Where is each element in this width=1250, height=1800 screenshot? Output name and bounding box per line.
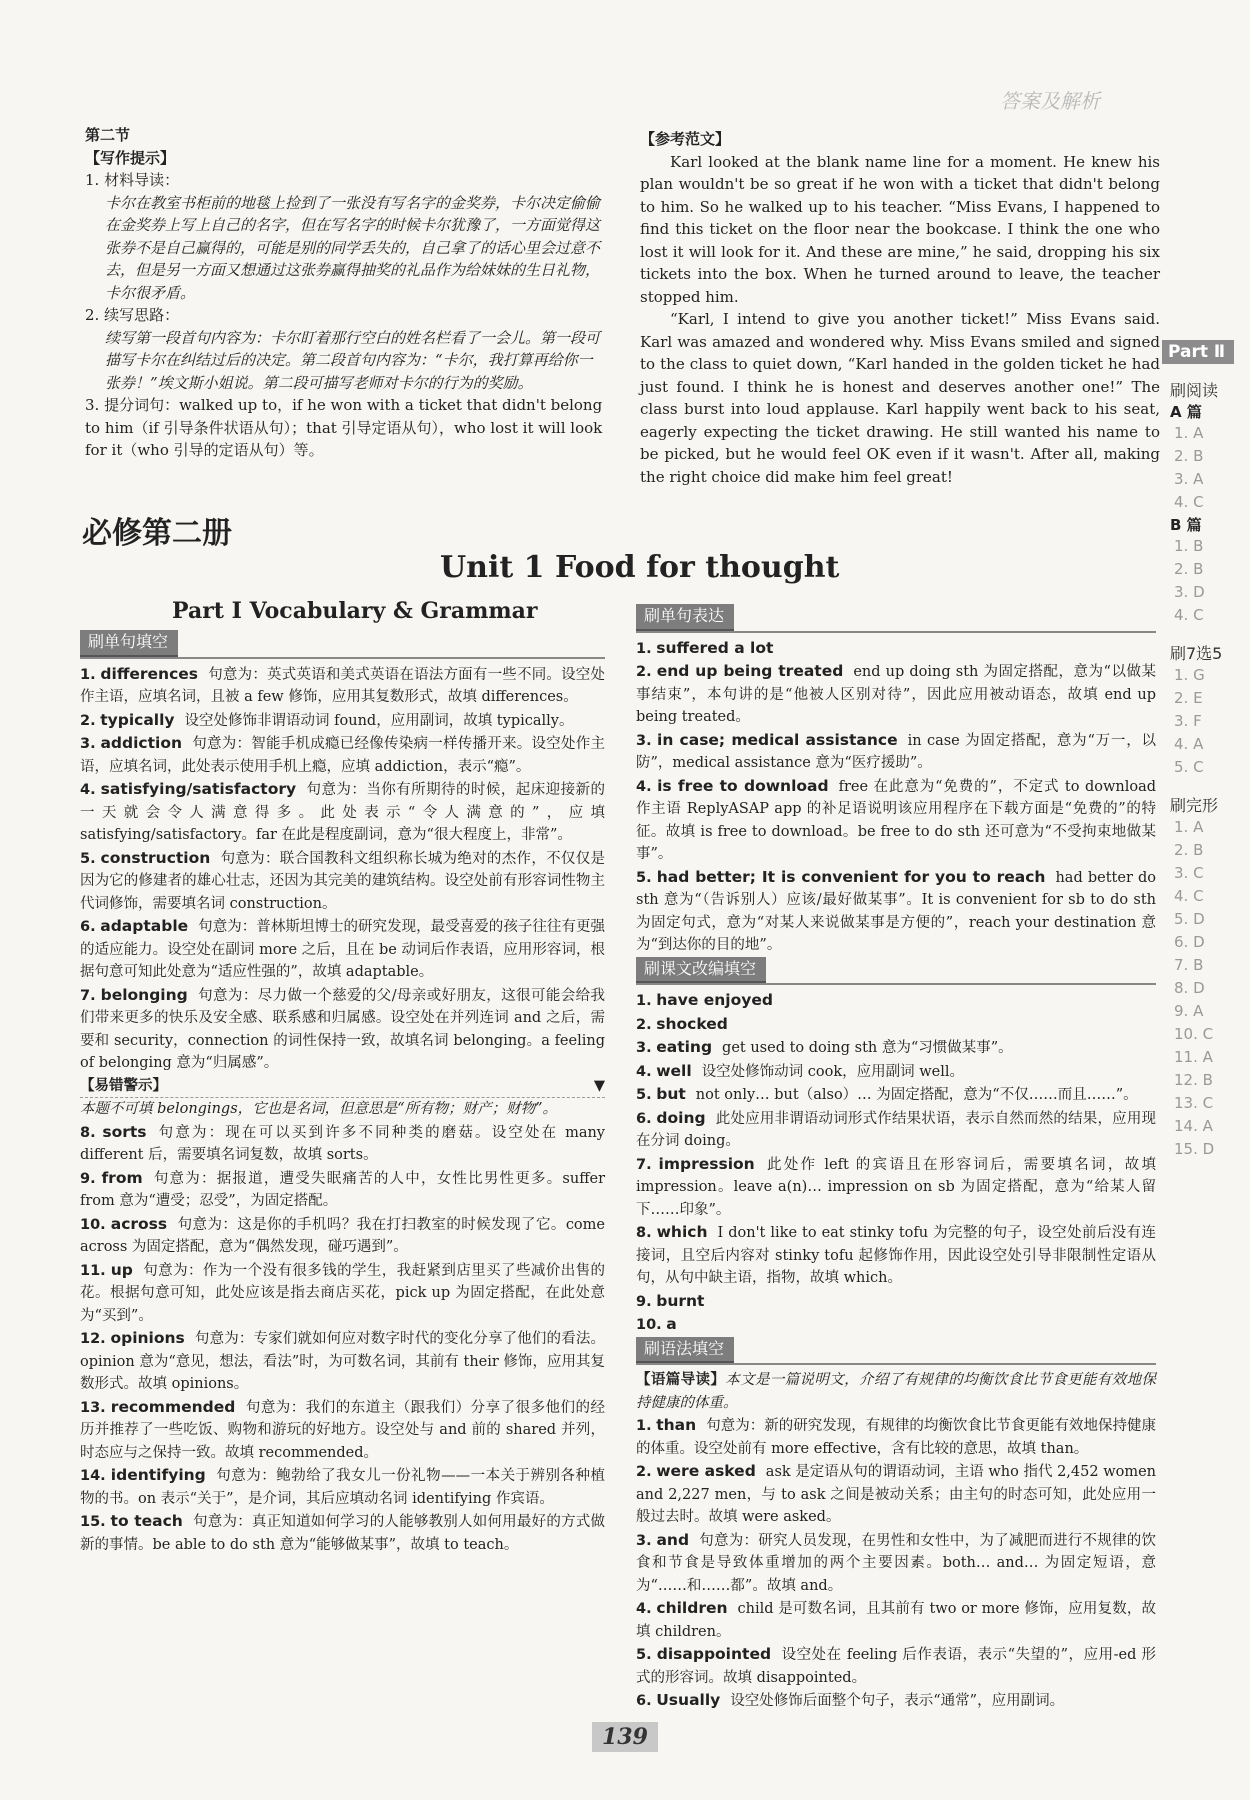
answer-item (636, 1083, 1156, 1107)
warning-arrow-icon: ▼ (593, 1077, 605, 1094)
fill-blank-list (80, 663, 605, 1075)
item-explanation: 句意为：英式英语和美式英语在语法方面有一些不同。设空处作主语，应填名词，且被 a few 修饰，应用其复数形式，故填 differences。 (80, 666, 605, 705)
item-explanation: 句意为：普林斯坦博士的研究发现，最受喜爱的孩子往往有更强的适应能力。设空处在副词 more 之后，且在 be 动词后作表语，应用形容词，根据句意可知此处意为“适应性强的”，故填 adaptable。 (80, 919, 605, 980)
side-answer: 8. D (1174, 979, 1205, 997)
side-answer: 11. A (1174, 1048, 1213, 1066)
item-number: 10. (636, 1317, 662, 1333)
expression-list (636, 637, 1156, 957)
item-answer: opinions (110, 1329, 185, 1347)
item-number: 5. (636, 1647, 652, 1663)
answer-item (80, 709, 605, 733)
answer-item (80, 732, 605, 778)
section-label: 第二节 (85, 126, 131, 144)
item-answer: have enjoyed (656, 991, 773, 1009)
side-answer: 15. D (1174, 1140, 1215, 1158)
item-answer: up (110, 1260, 133, 1279)
item-number: 4. (636, 1601, 652, 1617)
item-number: 9. (636, 1293, 652, 1310)
answer-item (636, 1414, 1156, 1460)
sample-paragraph-2: “Karl, I intend to give you another ticket!” Miss Evans said. Karl was amazed and wondered why. Miss Evans smiled and signed to the class to quiet down, “Karl handed in the golden ticket he had just found. I think he is honest and deserves another one!” The class burst into loud applause. Karl happily went back to his seat, eagerly expecting the ticket drawing. He still wanted his name to be picked, but he would feel OK even if it wasn't. After all, making the right choice did make him feel great! (640, 310, 1160, 486)
item-number: 3. (636, 732, 652, 749)
part-title: Part Ⅰ Vocabulary & Grammar (172, 598, 538, 624)
item-number: 7. (80, 987, 96, 1004)
item-explanation: 设空处在 feeling 后作表语，表示“失望的”，应用-ed 形式的形容词。故填 disappointed。 (636, 1647, 1156, 1686)
tip-3 (85, 394, 605, 462)
item-answer: satisfying/satisfactory (100, 780, 297, 798)
section-header (80, 630, 605, 659)
warning-header (80, 1075, 605, 1099)
answer-item (636, 775, 1156, 866)
side-group-seven: 刷7选5 (1170, 644, 1223, 663)
item-number: 10. (80, 1216, 106, 1233)
item-number: 2. (636, 1464, 652, 1480)
side-answer: 3. A (1174, 470, 1204, 488)
item-answer: typically (100, 710, 175, 729)
answer-item (636, 1036, 1156, 1060)
answer-item (636, 1290, 1156, 1314)
item-answer: recommended (110, 1397, 236, 1416)
item-explanation: 句意为：作为一个没有很多钱的学生，我赶紧到店里买了些减价出售的花。根据句意可知，此处应该是指去商店买花，pick up 为固定搭配，在此处意为“买到”。 (80, 1262, 606, 1324)
book-title: 必修第二册 (82, 516, 232, 551)
item-answer: than (656, 1416, 697, 1434)
item-number: 4. (80, 782, 96, 798)
section-title-grammar: 刷语法填空 (636, 1337, 734, 1364)
answer-item (636, 1060, 1156, 1084)
tip-3-text: walked up to，if he won with a ticket that didn't belong to him（if 引导条件状语从句）；that 引导定语从句），who lost it will look for it（who 引导的定语从句）等。 (85, 396, 603, 459)
answer-item (636, 1013, 1156, 1037)
item-explanation: 句意为：真正知道如何学习的人能够教别人如何用最好的方式做新的事情。be able to do sth 意为“能够做某事”，故填 to teach。 (80, 1514, 606, 1553)
page-number: 139 (592, 1722, 658, 1752)
item-number: 8. (636, 1225, 652, 1241)
item-answer: to teach (110, 1512, 183, 1530)
item-explanation: 句意为：尽力做一个慈爱的父/母亲或好朋友，这很可能会给我们带来更多的快乐及安全感、联系感和归属感。设空处在并列连词 and 之后，需要和 security，connection 的词性保持一致，故填名词 belonging。a feeling of belonging 意为“归属感”。 (80, 987, 605, 1071)
answer-item (636, 1221, 1156, 1290)
item-explanation: 此处作 left 的宾语且在形容词后，需要填名词，故填 impression。leave a(n)… impression on sb 为固定搭配，意为“给某人留下……印象”。 (636, 1156, 1156, 1218)
item-explanation: 句意为：这是你的手机吗？我在打扫教室的时候发现了它。come across 为固定搭配，意为“偶然发现，碰巧遇到”。 (80, 1216, 605, 1255)
item-explanation: 设空处修饰后面整个句子，表示“通常”，应用副词。 (730, 1693, 1065, 1709)
side-answer: 13. C (1174, 1094, 1214, 1112)
item-answer: Usually (656, 1691, 721, 1709)
side-answer: 2. B (1174, 447, 1204, 465)
side-answer: 2. B (1174, 841, 1204, 859)
answer-item (80, 847, 605, 916)
answer-item (636, 1460, 1156, 1529)
section-title-fill-blank: 刷单句填空 (80, 630, 178, 657)
tips-heading: 【写作提示】 (85, 148, 176, 167)
side-answer: 1. G (1174, 666, 1205, 684)
side-answer: 3. F (1174, 712, 1202, 730)
answer-item (636, 989, 1156, 1013)
item-explanation: 句意为：我们的东道主（跟我们）分享了很多他们的经历并推荐了一些吃饭、购物和游玩的好地方。设空处与 and 前的 shared 并列，时态应与之保持一致。故填 recommended。 (80, 1399, 606, 1461)
side-answers-b (1170, 535, 1245, 627)
grammar-list (636, 1414, 1156, 1713)
side-answer: 4. C (1174, 606, 1204, 624)
item-explanation: 句意为：专家们就如何应对数字时代的变化分享了他们的看法。opinion 意为“意见，想法，看法”时，为可数名词，其前有 their 修饰，应用其复数形式。故填 opinions。 (80, 1331, 606, 1392)
answer-item (636, 660, 1156, 729)
item-number: 6. (636, 1110, 652, 1127)
item-number: 14. (80, 1468, 106, 1484)
item-explanation: 句意为：据报道，遭受失眠痛苦的人中，女性比男性更多。suffer from 意为“遭受；忍受”，为固定搭配。 (80, 1170, 606, 1209)
tip-2-text: 续写第一段首句内容为：卡尔盯着那行空白的姓名栏看了一会儿。第一段可描写卡尔在纠结过后的决定。第二段首句内容为：“卡尔，我打算再给你一张券！”埃文斯小姐说。第二段可描写老师对卡尔的行为的奖励。 (105, 328, 601, 392)
item-answer: impression (658, 1154, 755, 1173)
fill-blank-list-2 (80, 1121, 605, 1557)
tip-3-label: 3. 提分词句： (85, 396, 180, 414)
item-answer: were asked (656, 1462, 756, 1480)
item-number: 15. (80, 1514, 106, 1530)
sample-essay (640, 128, 1160, 488)
item-answer: children (656, 1599, 728, 1617)
side-sub-b: B 篇 (1170, 516, 1202, 534)
answer-item (80, 1510, 605, 1556)
item-number: 5. (636, 869, 652, 886)
tip-1-label: 1. 材料导读： (85, 171, 180, 189)
passage-intro-text: 本文是一篇说明文，介绍了有规律的均衡饮食比节食更能有效地保持健康的体重。 (636, 1372, 1157, 1411)
warning-text: 本题不可填 belongings，它也是名词，但意思是“所有物；财产；财物”。 (80, 1101, 557, 1117)
answer-item (636, 1107, 1156, 1153)
item-answer: and (656, 1530, 690, 1549)
item-explanation: 句意为：新的研究发现，有规律的均衡饮食比节食更能有效地保持健康的体重。设空处前有 more effective，含有比较的意思，故填 than。 (636, 1418, 1157, 1457)
warning-title: 【易错警示】 (80, 1077, 167, 1094)
item-explanation: free 在此意为“免费的”，不定式 to download 作主语 ReplyASAP app 的补足语说明该应用程序在下载方面是“免费的”的特征。故填 is free to download。be free to do sth 还可意为“不受拘束地做某事”。 (636, 778, 1157, 862)
answer-item (80, 984, 605, 1075)
item-explanation: 此处应用非谓语动词形式作结果状语，表示自然而然的结果，应用现在分词 doing。 (636, 1110, 1157, 1149)
answer-item (636, 866, 1156, 957)
item-answer: which (656, 1223, 708, 1241)
side-answer: 7. B (1174, 956, 1204, 974)
item-explanation: not only… but（also）… 为固定搭配，意为“不仅……而且……”。 (695, 1087, 1138, 1103)
item-explanation: 设空处修饰动词 cook，应用副词 well。 (701, 1063, 965, 1080)
side-answer: 3. D (1174, 583, 1205, 601)
side-answer: 2. E (1174, 689, 1203, 707)
answer-item (80, 1213, 605, 1259)
sample-paragraph-1: Karl looked at the blank name line for a moment. He knew his plan wouldn't be so great if he won with a ticket that didn't belong to him. So he walked up to his teacher. “Miss Evans, I happened to find this ticket on the floor near the bookcase. I think the one who lost it will look for it. And these are mine,” he said, dropping his six tickets into the box. When he turned around to leave, the teacher stopped him. (640, 152, 1160, 306)
item-explanation: 句意为：智能手机成瘾已经像传染病一样传播开来。设空处作主语，应填名词，此处表示使用手机上瘾，应填 addiction，表示“瘾”。 (80, 736, 605, 775)
item-number: 6. (636, 1693, 652, 1709)
left-main-column (80, 630, 605, 1556)
side-answer: 12. B (1174, 1071, 1213, 1089)
side-answer: 5. C (1174, 758, 1204, 776)
item-number: 13. (80, 1399, 106, 1416)
answer-item (80, 778, 605, 847)
item-number: 1. (80, 666, 96, 683)
side-answer: 5. D (1174, 910, 1205, 928)
item-explanation: 句意为：研究人员发现，在男性和女性中，为了减肥而进行不规律的饮食和节食是导致体重增加的两个主要因素。both… and… 为固定短语，意为“……和……都”。故填 and。 (636, 1532, 1157, 1594)
item-answer: addiction (100, 734, 183, 752)
item-number: 3. (80, 736, 96, 752)
answer-sidebar (1170, 340, 1245, 1161)
answer-item (636, 1529, 1156, 1598)
passage-intro (636, 1369, 1156, 1414)
side-answer: 6. D (1174, 933, 1205, 951)
side-answers-cloze (1170, 816, 1245, 1161)
item-answer: belonging (100, 985, 188, 1004)
side-group-cloze: 刷完形 (1170, 796, 1219, 815)
answer-item (636, 1689, 1156, 1713)
item-number: 1. (636, 640, 652, 657)
item-answer: in case; medical assistance (657, 730, 898, 749)
unit-title: Unit 1 Food for thought (440, 550, 840, 585)
side-group-reading: 刷阅读 (1170, 381, 1219, 400)
item-explanation: 句意为：当你有所期待的时候，起床迎接新的一天就会令人满意得多。此处表示“令人满意的”，应填 satisfying/satisfactory。far 在此是程度副词，意为“很大程度上，非常”。 (80, 782, 606, 843)
passage-intro-head: 【语篇导读】 (636, 1372, 726, 1388)
item-answer: identifying (110, 1466, 206, 1484)
side-answers-seven (1170, 664, 1245, 779)
side-answer: 4. A (1174, 735, 1204, 753)
right-main-column (636, 604, 1156, 1713)
tip-1-text: 卡尔在教室书柜前的地毯上捡到了一张没有写名字的金奖券，卡尔决定偷偷在金奖券上写上自己的名字，但在写名字的时候卡尔犹豫了，一方面觉得这张券不是自己赢得的，可能是别的同学丢失的，自己拿了的话心里会过意不去，但是另一方面又想通过这张券赢得抽奖的礼品作为给妹妹的生日礼物，卡尔很矛盾。 (105, 193, 601, 302)
item-explanation: 句意为：鲍勃给了我女儿一份礼物——一本关于辨别各种植物的书。on 表示“关于”，是介词，其后应填动名词 identifying 作宾语。 (80, 1468, 606, 1507)
item-answer: but (656, 1085, 686, 1103)
side-answer: 1. A (1174, 818, 1204, 836)
item-answer: shocked (656, 1014, 728, 1033)
item-answer: adaptable (100, 917, 189, 935)
side-answer: 1. B (1174, 537, 1204, 555)
answer-item (636, 1597, 1156, 1643)
item-number: 3. (636, 1532, 652, 1549)
side-answer: 14. A (1174, 1117, 1213, 1135)
item-explanation: child 是可数名词，且其前有 two or more 修饰，应用复数，故填 children。 (636, 1601, 1157, 1640)
section-title-expression: 刷单句表达 (636, 604, 734, 631)
side-answers-a (1170, 422, 1245, 514)
item-explanation: get used to doing sth 意为“习惯做某事”。 (722, 1040, 1013, 1056)
answer-item (80, 1167, 605, 1213)
side-answer: 4. C (1174, 887, 1204, 905)
item-number: 4. (636, 1063, 652, 1080)
item-number: 2. (80, 712, 96, 729)
side-answer: 3. C (1174, 864, 1204, 882)
item-number: 5. (80, 850, 96, 867)
section-header (636, 957, 1156, 986)
item-answer: differences (100, 664, 199, 683)
item-number: 4. (636, 778, 652, 795)
section-header (636, 1337, 1156, 1366)
text-adapt-list (636, 989, 1156, 1337)
item-number: 8. (80, 1124, 96, 1141)
sample-heading: 【参考范文】 (640, 130, 731, 148)
item-answer: sorts (102, 1122, 147, 1141)
section-header (636, 604, 1156, 633)
item-answer: disappointed (656, 1645, 772, 1663)
side-sub-a: A 篇 (1170, 403, 1202, 421)
item-number: 11. (80, 1262, 106, 1279)
item-number: 1. (636, 993, 652, 1009)
section-title-text-adapt: 刷课文改编填空 (636, 957, 766, 984)
item-explanation: 句意为：现在可以买到许多不同种类的磨菇。设空处在 many different 后，需要填名词复数，故填 sorts。 (80, 1124, 605, 1163)
side-answer: 1. A (1174, 424, 1204, 442)
answer-item (636, 637, 1156, 661)
item-explanation: had better do sth 意为“（告诉别人）应该/最好做某事”。It is convenient for sb to do sth 为固定句式，意为“对某人来说做某事是方便的”，reach your destination 意为“到达你的目的地”。 (636, 869, 1156, 953)
answer-item (636, 729, 1156, 775)
item-number: 2. (636, 664, 652, 680)
item-explanation: ask 是定语从句的谓语动词，主语 who 指代 2,452 women and 2,227 men，与 to ask 之间是被动关系；由主句的时态可知，此处应用一般过去时。故填 were asked。 (636, 1464, 1157, 1525)
answer-item (636, 1153, 1156, 1222)
item-answer: well (656, 1061, 692, 1080)
item-answer: end up being treated (656, 662, 844, 680)
item-answer: from (101, 1168, 143, 1187)
item-answer: doing (656, 1108, 706, 1127)
side-answer: 4. C (1174, 493, 1204, 511)
answer-item (80, 1121, 605, 1167)
page-header-title: 答案及解析 (1000, 89, 1100, 113)
answer-item (80, 1396, 605, 1465)
part-tab: Part Ⅱ (1162, 340, 1234, 364)
item-number: 1. (636, 1418, 652, 1434)
item-number: 7. (636, 1156, 652, 1173)
item-explanation: in case 为固定搭配，意为“万一，以防”，medical assistance 意为“医疗援助”。 (636, 732, 1156, 771)
tip-2-label: 2. 续写思路： (85, 306, 180, 324)
side-answer: 10. C (1174, 1025, 1214, 1043)
side-answer: 2. B (1174, 560, 1204, 578)
writing-tips (85, 124, 605, 462)
answer-item (80, 663, 605, 709)
item-number: 2. (636, 1016, 652, 1033)
answer-item (80, 1259, 605, 1328)
item-explanation: 设空处修饰非谓语动词 found，应用副词，故填 typically。 (184, 712, 574, 729)
item-explanation: 句意为：联合国教科文组织称长城为绝对的杰作，不仅仅是因为它的修建者的雄心壮志，还因为其完美的建筑结构。设空处前有形容词性物主代词修饰，需要填名词 construction。 (80, 850, 605, 912)
item-answer: construction (100, 848, 211, 867)
item-answer: had better; It is convenient for you to reach (656, 867, 1046, 886)
answer-item (80, 1327, 605, 1396)
answer-item (636, 1643, 1156, 1689)
side-answer: 9. A (1174, 1002, 1204, 1020)
item-explanation: I don't like to eat stinky tofu 为完整的句子，设空处前后没有连接词，且空后内容对 stinky tofu 起修饰作用，因此设空处引导非限制性定语从句，从句中缺主语，指物，故填 which。 (636, 1225, 1157, 1286)
item-answer: across (110, 1214, 168, 1233)
item-answer: a (666, 1315, 677, 1333)
item-number: 12. (80, 1331, 106, 1347)
answer-item (80, 1464, 605, 1510)
item-explanation: end up doing sth 为固定搭配，意为“以做某事结束”，本句讲的是“他被人区别对待”，因此应用被动语态，故填 end up being treated。 (636, 664, 1156, 725)
item-answer: is free to download (657, 776, 829, 795)
answer-item (80, 915, 605, 984)
item-number: 9. (80, 1170, 96, 1187)
item-answer: burnt (656, 1291, 705, 1310)
item-number: 3. (636, 1040, 652, 1056)
item-number: 5. (636, 1087, 652, 1103)
item-answer: eating (656, 1038, 713, 1056)
answer-item (636, 1313, 1156, 1337)
item-answer: suffered a lot (656, 638, 774, 657)
item-number: 6. (80, 919, 96, 935)
